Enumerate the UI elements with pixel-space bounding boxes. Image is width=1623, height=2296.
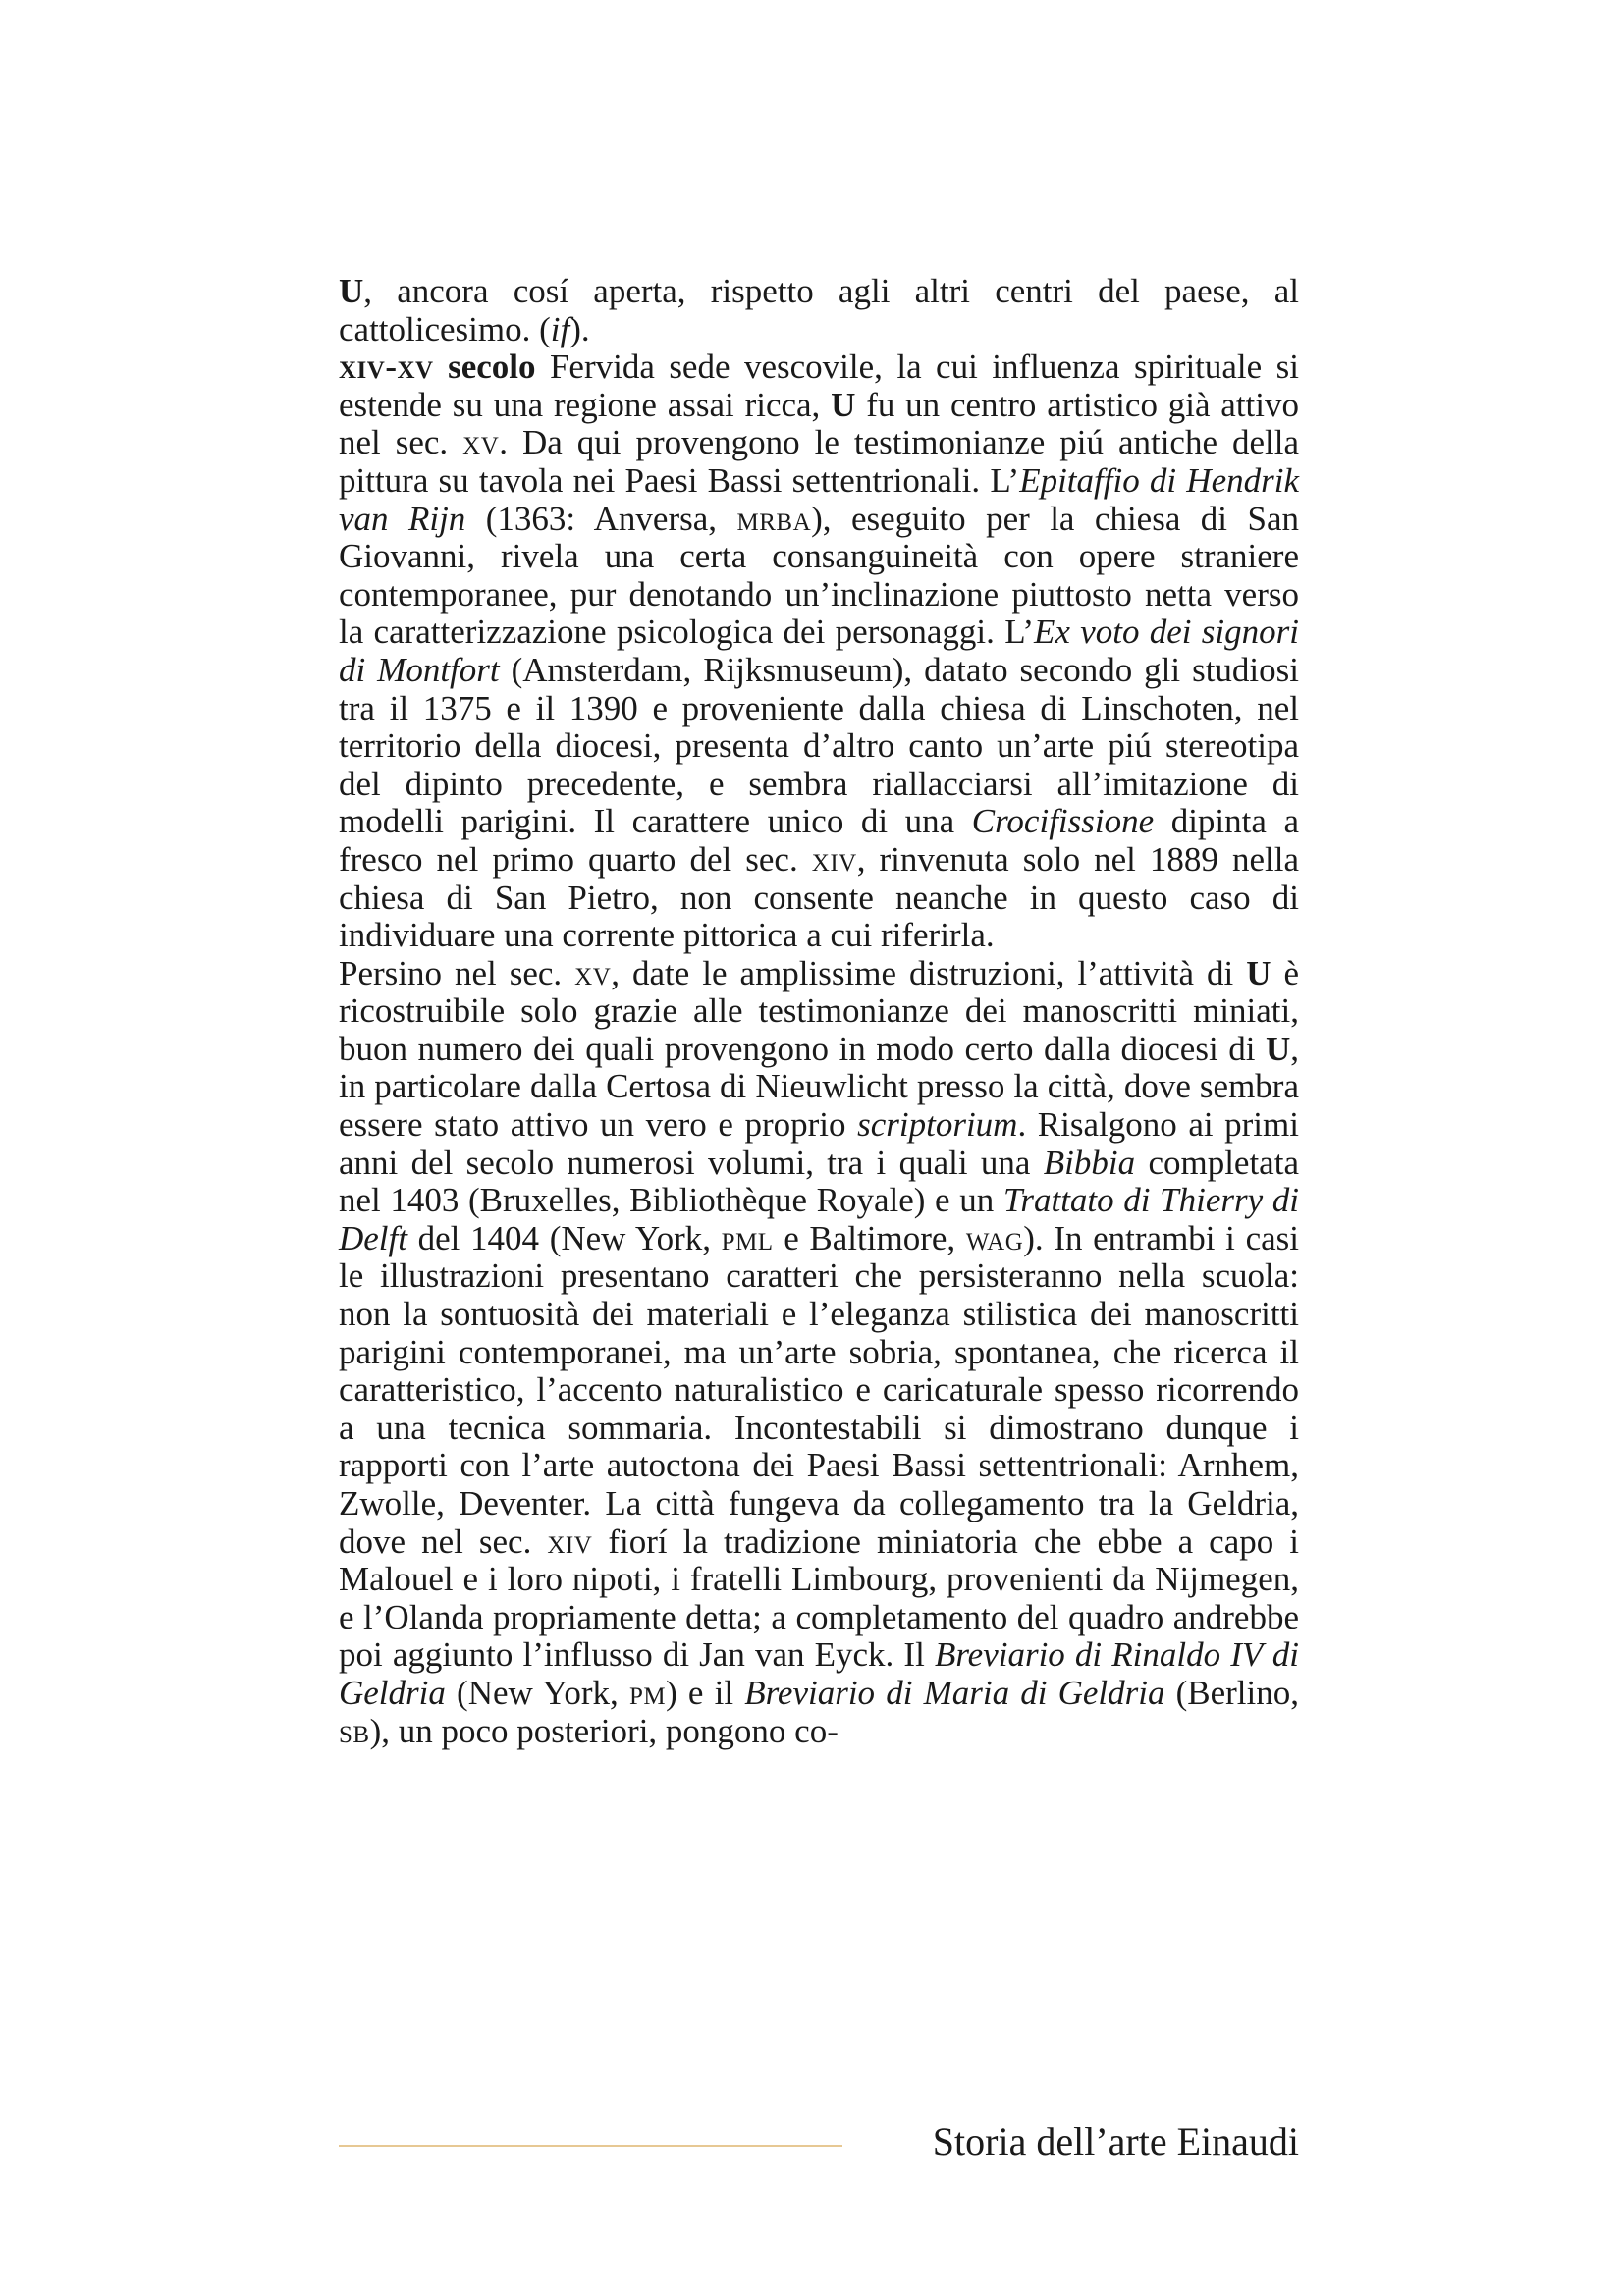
text-run: . Risalgono ai primi anni del secolo numerosi volumi, tra i quali una — [339, 1105, 1299, 1182]
bold-run: U — [339, 272, 364, 310]
text-run: del 1404 (New York, — [406, 1218, 722, 1257]
text-run: , rinvenuta solo nel 1889 nella chiesa di San Pietro, non consente neanche in questo caso di individuare una corrente pittorica a cui riferirla. — [339, 839, 1299, 955]
text-run: , date le amplissime distruzioni, l’attività di — [611, 953, 1247, 992]
small-caps-run: pml — [721, 1218, 774, 1257]
text-run: è ricostruibile solo grazie alle testimonianze dei manoscritti miniati, buon numero dei quali provengono in modo certo dalla diocesi di — [339, 953, 1299, 1068]
text-run: e Baltimore, — [773, 1218, 966, 1257]
italic-title: if — [550, 309, 570, 348]
text-run: ) e il — [666, 1673, 745, 1712]
text-run: (Amsterdam, Rijksmuseum), datato secondo gli studiosi tra il 1375 e il 1390 e proveniente dalla chiesa di Linschoten, nel territorio della diocesi, presenta d’altro canto un’arte piú stereotipa del dipinto precedente, e sembra riallacciarsi all’imitazione di modelli parigini. Il carattere unico di una — [339, 650, 1299, 841]
paragraph — [339, 273, 1299, 348]
section-heading: xiv-xv — [339, 347, 434, 387]
paragraph — [339, 955, 1299, 1750]
text-run: Persino nel sec. — [339, 953, 575, 992]
text-run: ), un poco posteriori, pongono co- — [369, 1711, 839, 1750]
small-caps-run: xiv — [811, 839, 857, 879]
footer-rule — [339, 2145, 842, 2147]
text-run: , ancora cosí aperta, rispetto agli altri centri del paese, al cattolicesimo. ( — [339, 272, 1299, 348]
text-run: ), eseguito per la chiesa di San Giovanni, rivela una certa consanguineità con opere straniere contemporanee, pur denotando un’inclinazione piuttosto netta verso la caratterizzazione psicologica dei personaggi. L’ — [339, 499, 1299, 652]
small-caps-run: xv — [574, 953, 612, 992]
small-caps-run: pm — [628, 1673, 667, 1712]
italic-title: Breviario di Rinaldo IV di Geldria — [339, 1635, 1299, 1712]
italic-title: Breviario di Maria di Geldria — [744, 1673, 1165, 1712]
italic-title: Epitaffio di Hendrik van Rijn — [339, 460, 1300, 538]
bold-run: U — [1246, 953, 1271, 992]
text-run: Fervida sede vescovile, la cui influenza spirituale si estende su una regione assai ricca, — [339, 347, 1299, 424]
text-run: (1363: Anversa, — [465, 499, 737, 538]
body-text — [339, 273, 1299, 1750]
bold-run: U — [1265, 1029, 1291, 1068]
paragraph — [339, 348, 1299, 955]
bold-run: U — [831, 385, 856, 424]
text-run: (Berlino, — [1164, 1673, 1300, 1712]
text-run: , in particolare dalla Certosa di Nieuwlicht presso la città, dove sembra essere stato attivo un vero e proprio — [339, 1029, 1299, 1145]
text-run: completata nel 1403 (Bruxelles, Bibliothèque Royale) e un — [339, 1143, 1299, 1220]
small-caps-run: xv — [462, 423, 500, 462]
bold-run: secolo — [433, 347, 536, 387]
text-run: fu un centro artistico già attivo nel sec. — [339, 385, 1300, 462]
text-run: fiorí la tradizione miniatoria che ebbe a capo i Malouel e i loro nipoti, i fratelli Limbourg, provenienti da Nijmegen, e l’Olanda propriamente detta; a completamento del quadro andrebbe poi aggiunto l’influsso di Jan van Eyck. Il — [339, 1522, 1299, 1675]
italic-title: Bibbia — [1043, 1143, 1136, 1182]
small-caps-run: mrba — [736, 499, 812, 538]
italic-title: Crocifissione — [971, 802, 1155, 841]
italic-title: scriptorium — [857, 1105, 1018, 1145]
text-run: dipinta a fresco nel primo quarto del sec. — [339, 802, 1299, 879]
small-caps-run: xiv — [547, 1522, 593, 1561]
italic-title: Trattato di Thierry di Delft — [339, 1181, 1299, 1257]
footer-title: Storia dell’arte Einaudi — [932, 2119, 1299, 2163]
text-run: (New York, — [445, 1673, 629, 1712]
text-run: ). — [569, 309, 590, 348]
text-run: ). In entrambi i casi le illustrazioni presentano caratteri che persisteranno nella scuola: non la sontuosità dei materiali e l’eleganza stilistica dei manoscritti parigini contemporanei, ma un’arte sobria, spontanea, che ricerca il caratteristico, l’accento naturalistico e caricaturale spesso ricorrendo a una tecnica sommaria. Incontestabili si dimostrano dunque i rapporti con l’arte autoctona dei Paesi Bassi settentrionali: Arnhem, Zwolle, Deventer. La città fungeva da collegamento tra la Geldria, dove nel sec. — [339, 1218, 1299, 1561]
text-run: . Da qui provengono le testimonianze piú antiche della pittura su tavola nei Paesi Bassi settentrionali. L’ — [339, 423, 1299, 500]
small-caps-run: wag — [965, 1218, 1024, 1257]
italic-title: Ex voto dei signori di Montfort — [339, 613, 1299, 689]
small-caps-run: sb — [339, 1711, 370, 1750]
